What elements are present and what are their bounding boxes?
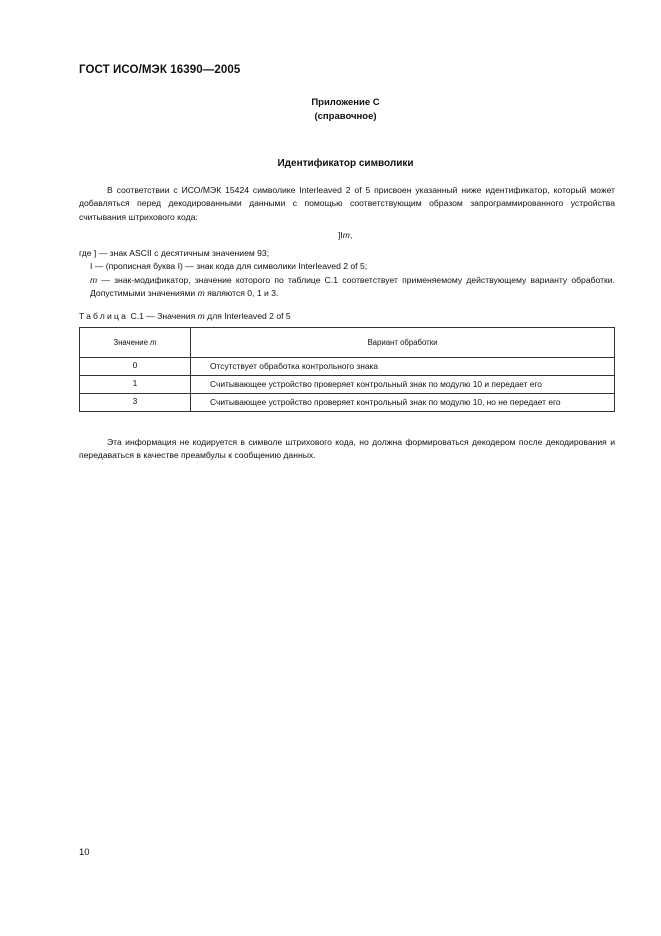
table-caption	[79, 311, 291, 321]
where-line-1: где ] — знак ASCII с десятичным значением 93;	[79, 248, 270, 258]
modifier-description: — знак-модификатор, значение которого по таблице С.1 соответствует применяемому действующему варианту обработки. Допустимыми значениями	[90, 274, 615, 298]
formula-modifier: m	[342, 230, 350, 240]
formula-suffix: ,	[349, 230, 353, 240]
modifier-symbol: m	[90, 274, 98, 285]
header-option: Вариант обработки	[191, 328, 615, 358]
where-explanation	[79, 247, 615, 300]
row-value: 1	[80, 376, 191, 394]
annex-heading	[0, 96, 661, 124]
page-number: 10	[79, 847, 90, 858]
closing-paragraph: Эта информация не кодируется в символе штрихового кода, но должна формироваться декодером после декодирования и передаваться в качестве преамбулы к сообщению данных.	[79, 437, 615, 461]
modifier-symbol-2: m	[197, 287, 205, 298]
row-description: Отсутствует обработка контрольного знака	[191, 358, 615, 376]
modifier-values: являются 0, 1 и 3.	[204, 287, 279, 298]
section-title	[0, 158, 661, 169]
table-caption-word: Таблица	[79, 311, 129, 321]
row-description: Считывающее устройство проверяет контрольный знак по модулю 10 и передает его	[191, 376, 615, 394]
identifier-formula	[338, 230, 352, 240]
where-line-2: I — (прописная буква I) — знак кода для символики Interleaved 2 of 5;	[90, 261, 368, 272]
formula-prefix: ]I	[338, 230, 343, 240]
table-row	[80, 376, 615, 394]
table-caption-symbol: m	[197, 311, 205, 321]
annex-type: (справочное)	[314, 111, 377, 122]
table-header-row	[80, 328, 615, 358]
values-table	[79, 327, 615, 412]
table-row	[80, 358, 615, 376]
where-line-3	[79, 274, 615, 301]
row-value: 0	[80, 358, 191, 376]
row-value: 3	[80, 394, 191, 412]
section-title-text: Идентификатор символики	[277, 158, 414, 169]
table-caption-number: С.1 — Значения	[128, 311, 198, 321]
header-value	[80, 328, 191, 358]
table-row	[80, 394, 615, 412]
annex-title: Приложение С	[311, 97, 380, 108]
header-value-symbol: m	[150, 338, 157, 347]
intro-paragraph: В соответствии с ИСО/МЭК 15424 символике Interleaved 2 of 5 присвоен указанный ниже идентификатор, который может добавляться перед декодированными данными с помощью соответствующим образом запрограммированного устройства считывания штрихового кода:	[79, 185, 615, 222]
header-value-label: Значение	[113, 338, 151, 347]
row-description: Считывающее устройство проверяет контрольный знак по модулю 10, но не передает его	[191, 394, 615, 412]
table-caption-tail: для Interleaved 2 of 5	[204, 311, 291, 321]
page-header: ГОСТ ИСО/МЭК 16390—2005	[79, 64, 241, 76]
